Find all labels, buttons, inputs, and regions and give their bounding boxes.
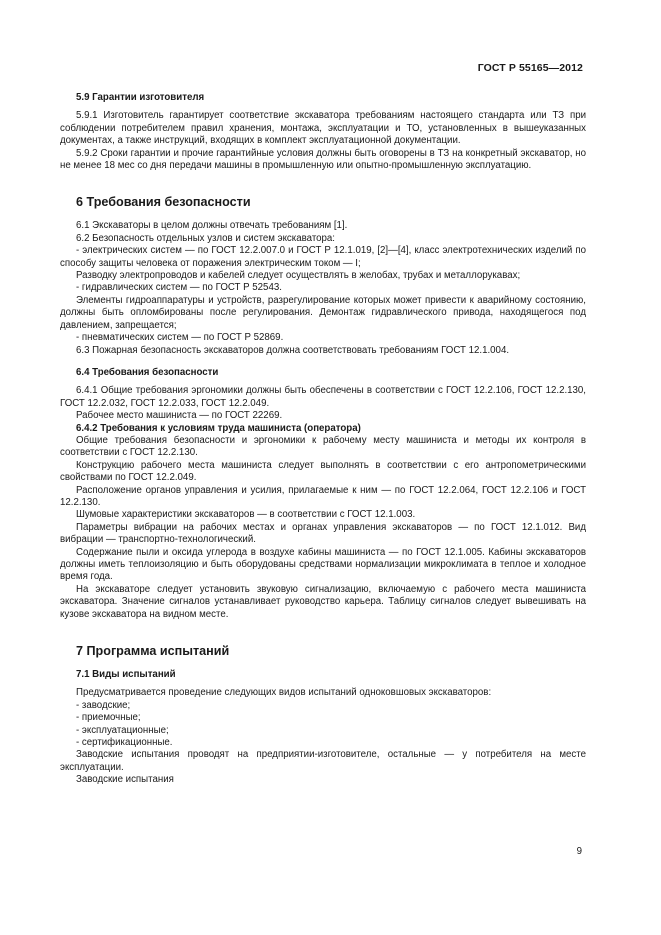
list-item: - гидравлических систем — по ГОСТ Р 52543. [76,282,282,294]
list-item: - приемочные; [76,712,141,724]
paragraph: 6.2 Безопасность отдельных узлов и систем экскаватора: [76,232,336,244]
page-number: 9 [576,846,582,857]
paragraph: 5.9.2 Сроки гарантии и прочие гарантийные условия должны быть оговорены в ТЗ на конкретный экскаватор, но не менее 18 мес со дня передачи машины в промышленную или опытно-промышленную эксплуатацию. [60,147,586,172]
document-body [60,92,586,787]
paragraph: Содержание пыли и оксида углерода в воздухе кабины машиниста — по ГОСТ 12.1.005. Кабины экскаваторов должны иметь теплоизоляцию и быть оборудованы средствами нормализации микроклимата в теплое и холодное время года. [60,546,586,583]
list-item: - сертификационные. [76,737,173,749]
paragraph: На экскаваторе следует установить звуковую сигнализацию, включаемую с рабочего места машиниста экскаватора. Значение сигналов устанавливает руководство карьера. Таблицу сигналов следует вывешивать на кузове экскаватора на видном месте. [60,583,586,620]
paragraph: Заводские испытания проводят на предприятии-изготовителе, остальные — у потребителя на месте эксплуатации. [60,749,586,773]
paragraph: Элементы гидроаппаратуры и устройств, разрегулирование которых может привести к аварийному состоянию, должны быть опломбированы после регулирования. Демонтаж гидравлического привода, находящегося под давлением, запрещается; [60,294,586,331]
paragraph: Шумовые характеристики экскаваторов — в соответствии с ГОСТ 12.1.003. [76,509,416,521]
list-item: - пневматических систем — по ГОСТ Р 52869. [76,332,284,344]
section-7-title: 7 Программа испытаний [76,644,230,659]
section-6-4-2-title: 6.4.2 Требования к условиям труда машиниста (оператора) [76,422,361,434]
paragraph: 6.1 Экскаваторы в целом должны отвечать требованиям [1]. [76,220,348,232]
section-7-1-title: 7.1 Виды испытаний [76,669,176,681]
list-item: - электрических систем — по ГОСТ 12.2.007.0 и ГОСТ Р 12.1.019, [2]—[4], класс электротехнических изделий по способу защиты человека от поражения электрическим током — I; [60,245,586,269]
paragraph: Параметры вибрации на рабочих местах и органах управления экскаваторов — по ГОСТ 12.1.012. Вид вибрации — транспортно-технологический. [60,521,586,546]
paragraph: Расположение органов управления и усилия, прилагаемые к ним — по ГОСТ 12.2.064, ГОСТ 12.2.106 и ГОСТ 12.2.130. [60,484,586,508]
list-item: - эксплуатационные; [76,724,169,736]
section-6-4-title: 6.4 Требования безопасности [76,366,219,378]
paragraph: Заводские испытания [76,774,174,786]
standard-number: ГОСТ Р 55165—2012 [477,62,583,74]
paragraph: Рабочее место машиниста — по ГОСТ 22269. [76,410,283,422]
paragraph: 6.4.1 Общие требования эргономики должны быть обеспечены в соответствии с ГОСТ 12.2.106, ГОСТ 12.2.130, ГОСТ 12.2.032, ГОСТ 12.2.033, ГОСТ 12.2.049. [60,385,586,409]
paragraph: 6.3 Пожарная безопасность экскаваторов должна соответствовать требованиям ГОСТ 12.1.004. [76,344,510,356]
paragraph: Общие требования безопасности и эргономики к рабочему месту машиниста и методы их контроля в соответствии с ГОСТ 12.2.130. [60,434,586,459]
paragraph: Предусматривается проведение следующих видов испытаний одноковшовых экскаваторов: [76,687,492,699]
paragraph: 5.9.1 Изготовитель гарантирует соответствие экскаватора требованиям настоящего стандарта или ТЗ при соблюдении потребителем правил хранения, монтажа, эксплуатации и ТО, установленных в вышеуказанных документах, а также инструкций, входящих в комплект эксплуатационной документации. [60,110,586,147]
section-5-9-title: 5.9 Гарантии изготовителя [76,92,205,103]
paragraph: Разводку электропроводов и кабелей следует осуществлять в желобах, трубах и металлорукавах; [76,270,521,282]
list-item: - заводские; [76,699,131,711]
section-6-title: 6 Требования безопасности [76,195,251,210]
paragraph: Конструкцию рабочего места машиниста следует выполнять в соответствии с его антропометрическими свойствами по ГОСТ 12.2.049. [60,459,586,484]
